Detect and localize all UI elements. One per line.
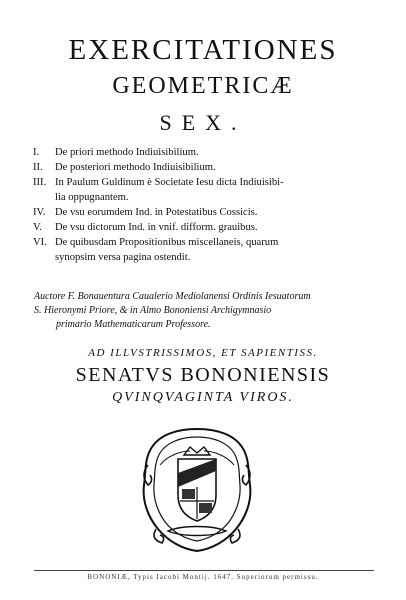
list-item — [33, 175, 403, 190]
imprint-rule — [34, 570, 374, 571]
book-number: VI. — [33, 237, 47, 248]
list-item — [33, 160, 403, 175]
author-block — [34, 290, 384, 332]
list-item — [33, 235, 403, 250]
book-title: EXERCITATIONES — [68, 34, 338, 66]
book-number: II. — [33, 162, 43, 173]
dedication-ad: AD ILLVSTRISSIMOS, ET SAPIENTISS. — [88, 347, 318, 359]
book-subtitle: GEOMETRICÆ — [112, 73, 294, 99]
author-line: S. Hieronymi Priore, & in Almo Bononiensi Archigymnasio — [34, 305, 272, 316]
dedication-senatus: SENATVS BONONIENSIS — [75, 364, 331, 386]
book-description-continued: synopsim versa pagina ostendit. — [55, 252, 191, 263]
book-description: De priori methodo Indiuisibilium. — [55, 147, 199, 158]
list-item — [33, 220, 403, 235]
dedication-quinquaginta: QVINQVAGINTA VIROS. — [112, 390, 294, 405]
book-description: In Paulum Guldinum è Societate Iesu dicta Indiuisibi- — [55, 177, 284, 188]
book-description: De vsu dictorum Ind. in vnif. difform. grauibus. — [55, 222, 258, 233]
author-line: Auctore F. Bonauentura Caualerio Mediolanensi Ordinis Iesuatorum — [34, 291, 311, 302]
book-number: V. — [33, 222, 42, 233]
contents-list — [33, 145, 403, 265]
book-number: III. — [33, 177, 47, 188]
book-count: SEX. — [159, 110, 247, 135]
author-line: primario Mathematicarum Professore. — [56, 319, 211, 330]
list-item — [33, 145, 403, 160]
book-number: IV. — [33, 207, 46, 218]
imprint: BONONIÆ, Typis Iacobi Montij. 1647. Superiorum permissu. — [87, 573, 319, 581]
book-description: De posteriori methodo Indiuisibilium. — [55, 162, 216, 173]
book-number: I. — [33, 147, 40, 158]
book-description: De vsu eorumdem Ind. in Potestatibus Cossicis. — [55, 207, 258, 218]
list-item — [33, 205, 403, 220]
book-description: De quibusdam Propositionibus miscellaneis, quarum — [55, 237, 279, 248]
printer-emblem-icon — [138, 425, 256, 555]
book-description-continued: lia oppugnantem. — [55, 192, 129, 203]
